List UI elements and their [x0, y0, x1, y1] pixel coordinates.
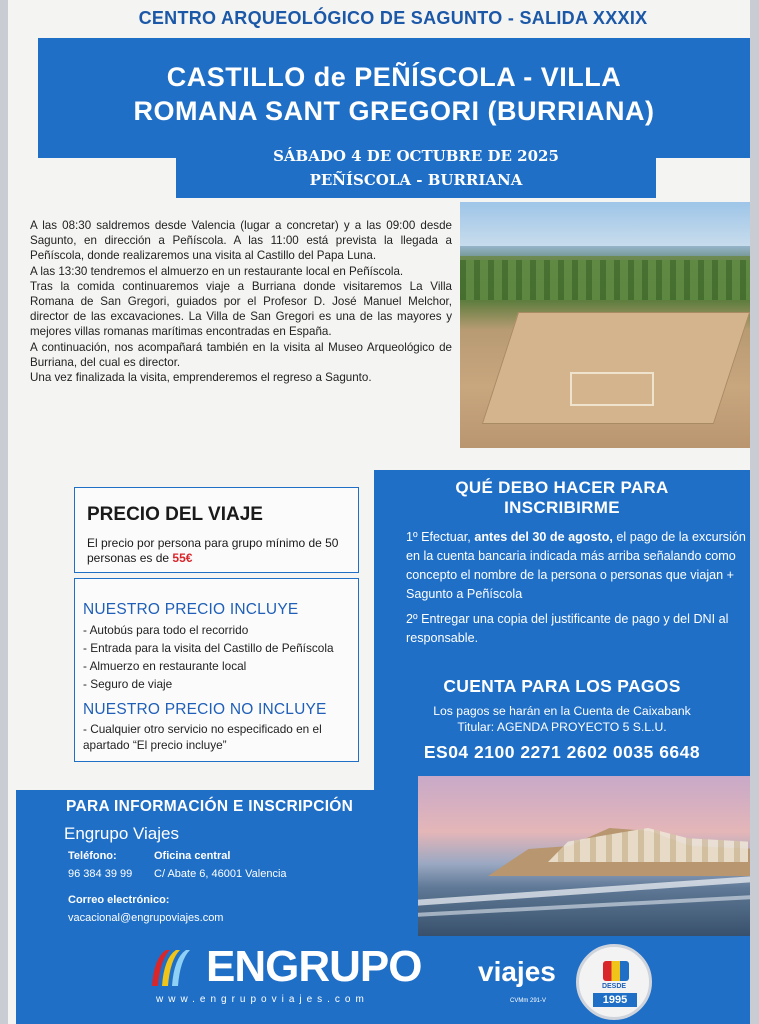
includes-list — [83, 621, 353, 693]
account-title: CUENTA PARA LOS PAGOS — [443, 676, 681, 696]
logo-word: ENGRUPO — [206, 942, 422, 991]
list-item: - Entrada para la visita del Castillo de Peñíscola — [83, 639, 353, 657]
includes-title: NUESTRO PRECIO INCLUYE — [83, 601, 299, 618]
office-label: Oficina central — [154, 850, 231, 862]
since-1995-seal — [576, 944, 652, 1020]
includes-box — [74, 578, 359, 762]
itinerary-text — [30, 218, 452, 385]
logo-viajes: viajes — [478, 956, 556, 987]
office-address: C/ Abate 6, 46001 Valencia — [154, 868, 287, 880]
seal-year: 1995 — [593, 993, 637, 1007]
step1-deadline: antes del 30 de agosto, — [474, 530, 613, 544]
signup-step-1 — [406, 528, 746, 604]
peniscola-castle-photo — [418, 776, 750, 936]
email-label: Correo electrónico: — [68, 894, 170, 906]
itinerary-paragraph: Tras la comida continuaremos viaje a Burriana donde visitaremos La Villa Romana de San Gregori, guiados por el Profesor D. José Manuel Melchor, director de las excavaciones. La Villa de San Gregori es una de las mayores y mejores villas romanas marítimas encontradas en España. — [30, 279, 452, 339]
phone-number: 96 384 39 99 — [68, 868, 133, 880]
date-banner — [176, 140, 656, 198]
price-box — [74, 487, 359, 573]
logo-stripes-icon — [148, 946, 204, 988]
contact-title: PARA INFORMACIÓN E INSCRIPCIÓN — [66, 798, 354, 815]
price-amount: 55€ — [172, 551, 193, 565]
list-item: - Almuerzo en restaurante local — [83, 657, 353, 675]
signup-title-2: INSCRIBIRME — [504, 498, 620, 517]
roman-villa-photo — [460, 202, 750, 448]
not-included-list — [83, 721, 353, 753]
itinerary-paragraph: Una vez finalizada la visita, emprenderemos el regreso a Sagunto. — [30, 371, 372, 385]
price-description: El precio por persona para grupo mínimo de 50 personas es de — [87, 536, 339, 565]
phone-label: Teléfono: — [68, 850, 117, 862]
signup-title-1: QUÉ DEBO HACER PARA — [455, 478, 669, 497]
not-included-title: NUESTRO PRECIO NO INCLUYE — [83, 701, 327, 718]
logo-cv-code: CVMm 291-V — [510, 998, 547, 1004]
engrupo-logo — [148, 940, 568, 1010]
signup-step-2: 2º Entregar una copia del justificante de pago y del DNI al responsable. — [406, 612, 729, 645]
account-line-2: Titular: AGENDA PROYECTO 5 S.L.U. — [457, 720, 667, 734]
iban: ES04 2100 2271 2602 0035 6648 — [423, 742, 701, 762]
account-line-1: Los pagos se harán en la Cuenta de Caixabank — [433, 704, 691, 718]
list-item: - Seguro de viaje — [83, 675, 353, 693]
email-address: vacacional@engrupoviajes.com — [68, 912, 224, 924]
seal-stripes-icon — [603, 961, 629, 981]
company-name: Engrupo Viajes — [64, 824, 179, 843]
seal-desde: DESDE — [601, 983, 627, 990]
poster — [8, 0, 750, 1024]
title-line-2: ROMANA SANT GREGORI (BURRIANA) — [133, 96, 655, 126]
list-item: - Cualquier otro servicio no especificado en el apartado “El precio incluye” — [83, 721, 353, 753]
itinerary-paragraph: A las 08:30 saldremos desde Valencia (lugar a concretar) y a las 09:00 desde Sagunto, en dirección a Peñíscola. A las 11:00 está prevista la llegada a Peñíscola, donde realizaremos una visita al Castillo del Papa Luna. — [30, 219, 452, 263]
list-item: - Autobús para todo el recorrido — [83, 621, 353, 639]
org-line: CENTRO ARQUEOLÓGICO DE SAGUNTO - SALIDA XXXIX — [38, 0, 748, 36]
title-line-1: CASTILLO de PEÑÍSCOLA - VILLA — [166, 62, 622, 92]
trip-places: PEÑÍSCOLA - BURRIANA — [309, 171, 523, 189]
signup-panel — [374, 470, 750, 790]
itinerary-paragraph: A las 13:30 tendremos el almuerzo en un restaurante local en Peñíscola. — [30, 264, 404, 278]
price-text — [87, 536, 352, 566]
trip-date: SÁBADO 4 DE OCTUBRE DE 2025 — [273, 147, 559, 165]
step1-text: el pago de la excursión en la cuenta bancaria indicada más arriba señalando como concepto el nombre de la persona o personas que viajan + Sagunto a Peñíscola — [406, 530, 746, 601]
step1-prefix: 1º Efectuar, — [406, 530, 471, 544]
logo-website: www.engrupoviajes.com — [156, 994, 369, 1005]
itinerary-paragraph: A continuación, nos acompañará también en la visita al Museo Arqueológico de Burriana, del cual es director. — [30, 340, 452, 369]
price-title: PRECIO DEL VIAJE — [87, 504, 263, 525]
